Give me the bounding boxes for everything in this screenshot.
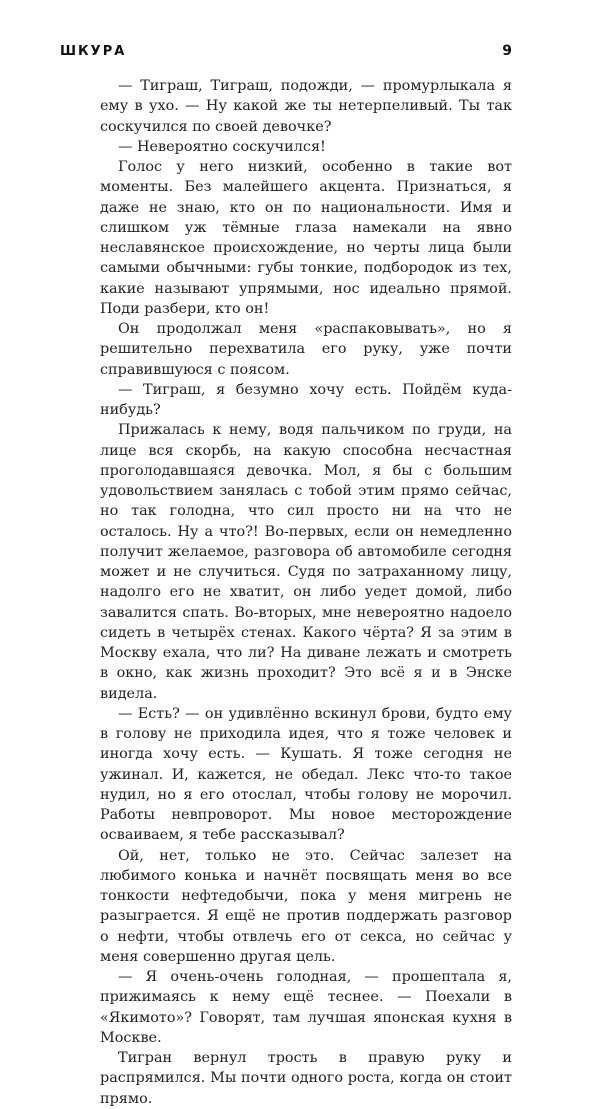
paragraph: — Я очень-очень голодная, — прошептала я, прижимаясь к нему ещё теснее. — Поехали в «Якимото»? Говорят, там лучшая японская кухня в Москве.: [100, 969, 512, 1046]
body-text: [100, 76, 512, 1109]
paragraph: Голос у него низкий, особенно в такие вот моменты. Без малейшего акцента. Признаться, я даже не знаю, кто он по национальности. Имя и слишком уж тёмные глаза намекали на явно неславянское происхождение, но черты лица были самыми обычными: губы тонкие, подбородок из тех, какие называют упрямыми, нос идеально прямой. Поди разбери, кто он!: [100, 159, 512, 317]
paragraph: Ой, нет, только не это. Сейчас залезет на любимого конька и начнёт посвящать меня во все тонкости нефтедобычи, пока у меня мигрень не разыграется. Я ещё не против поддержать разговор о нефти, чтобы отвлечь его от секса, но сейчас у меня совершенно другая цель.: [100, 847, 512, 965]
running-title: ШКУРА: [60, 44, 127, 59]
paragraph: Тигран вернул трость в правую руку и распрямился. Мы почти одного роста, когда он стоит прямо.: [100, 1050, 512, 1107]
page-number: 9: [502, 43, 512, 59]
paragraph: Он продолжал меня «распаковывать», но я решительно перехватила его руку, уже почти справившуюся с поясом.: [100, 321, 512, 378]
paragraph: — Тиграш, я безумно хочу есть. Пойдём куда-нибудь?: [100, 381, 512, 418]
paragraph: — Невероятно соскучился!: [118, 138, 326, 155]
paragraph: — Тиграш, Тиграш, подожди, — промурлыкала я ему в ухо. — Ну какой же ты нетерпеливый. Ты так соскучился по своей девочке?: [100, 78, 512, 135]
paragraph: — Есть? — он удивлённо вскинул брови, будто ему в голову не приходила идея, что я тоже человек и иногда хочу есть. — Кушать. Я тоже сегодня не ужинал. И, кажется, не обедал. Лекс что-то такое нудил, но я его отослал, чтобы голову не морочил. Работы невпроворот. Мы новое месторождение осваиваем, я тебе рассказывал?: [100, 705, 512, 844]
paragraph: Прижалась к нему, водя пальчиком по груди, на лице вся скорбь, на какую способна несчастная проголодавшаяся девочка. Мол, я бы с большим удовольствием занялась с тобой этим прямо сейчас, но так голодна, что сил просто ни на что не осталось. Ну а что?! Во-первых, если он немедленно получит желаемое, разговора об автомобиле сегодня может и не случиться. Судя по затраханному лицу, надолго его не хватит, он либо уедет домой, либо завалится спать. Во-вторых, мне невероятно надоело сидеть в четырёх стенах. Какого чёрта? Я за этим в Москву ехала, что ли? На диване лежать и смотреть в окно, как жизнь проходит? Это всё я и в Энске видела.: [100, 422, 512, 702]
